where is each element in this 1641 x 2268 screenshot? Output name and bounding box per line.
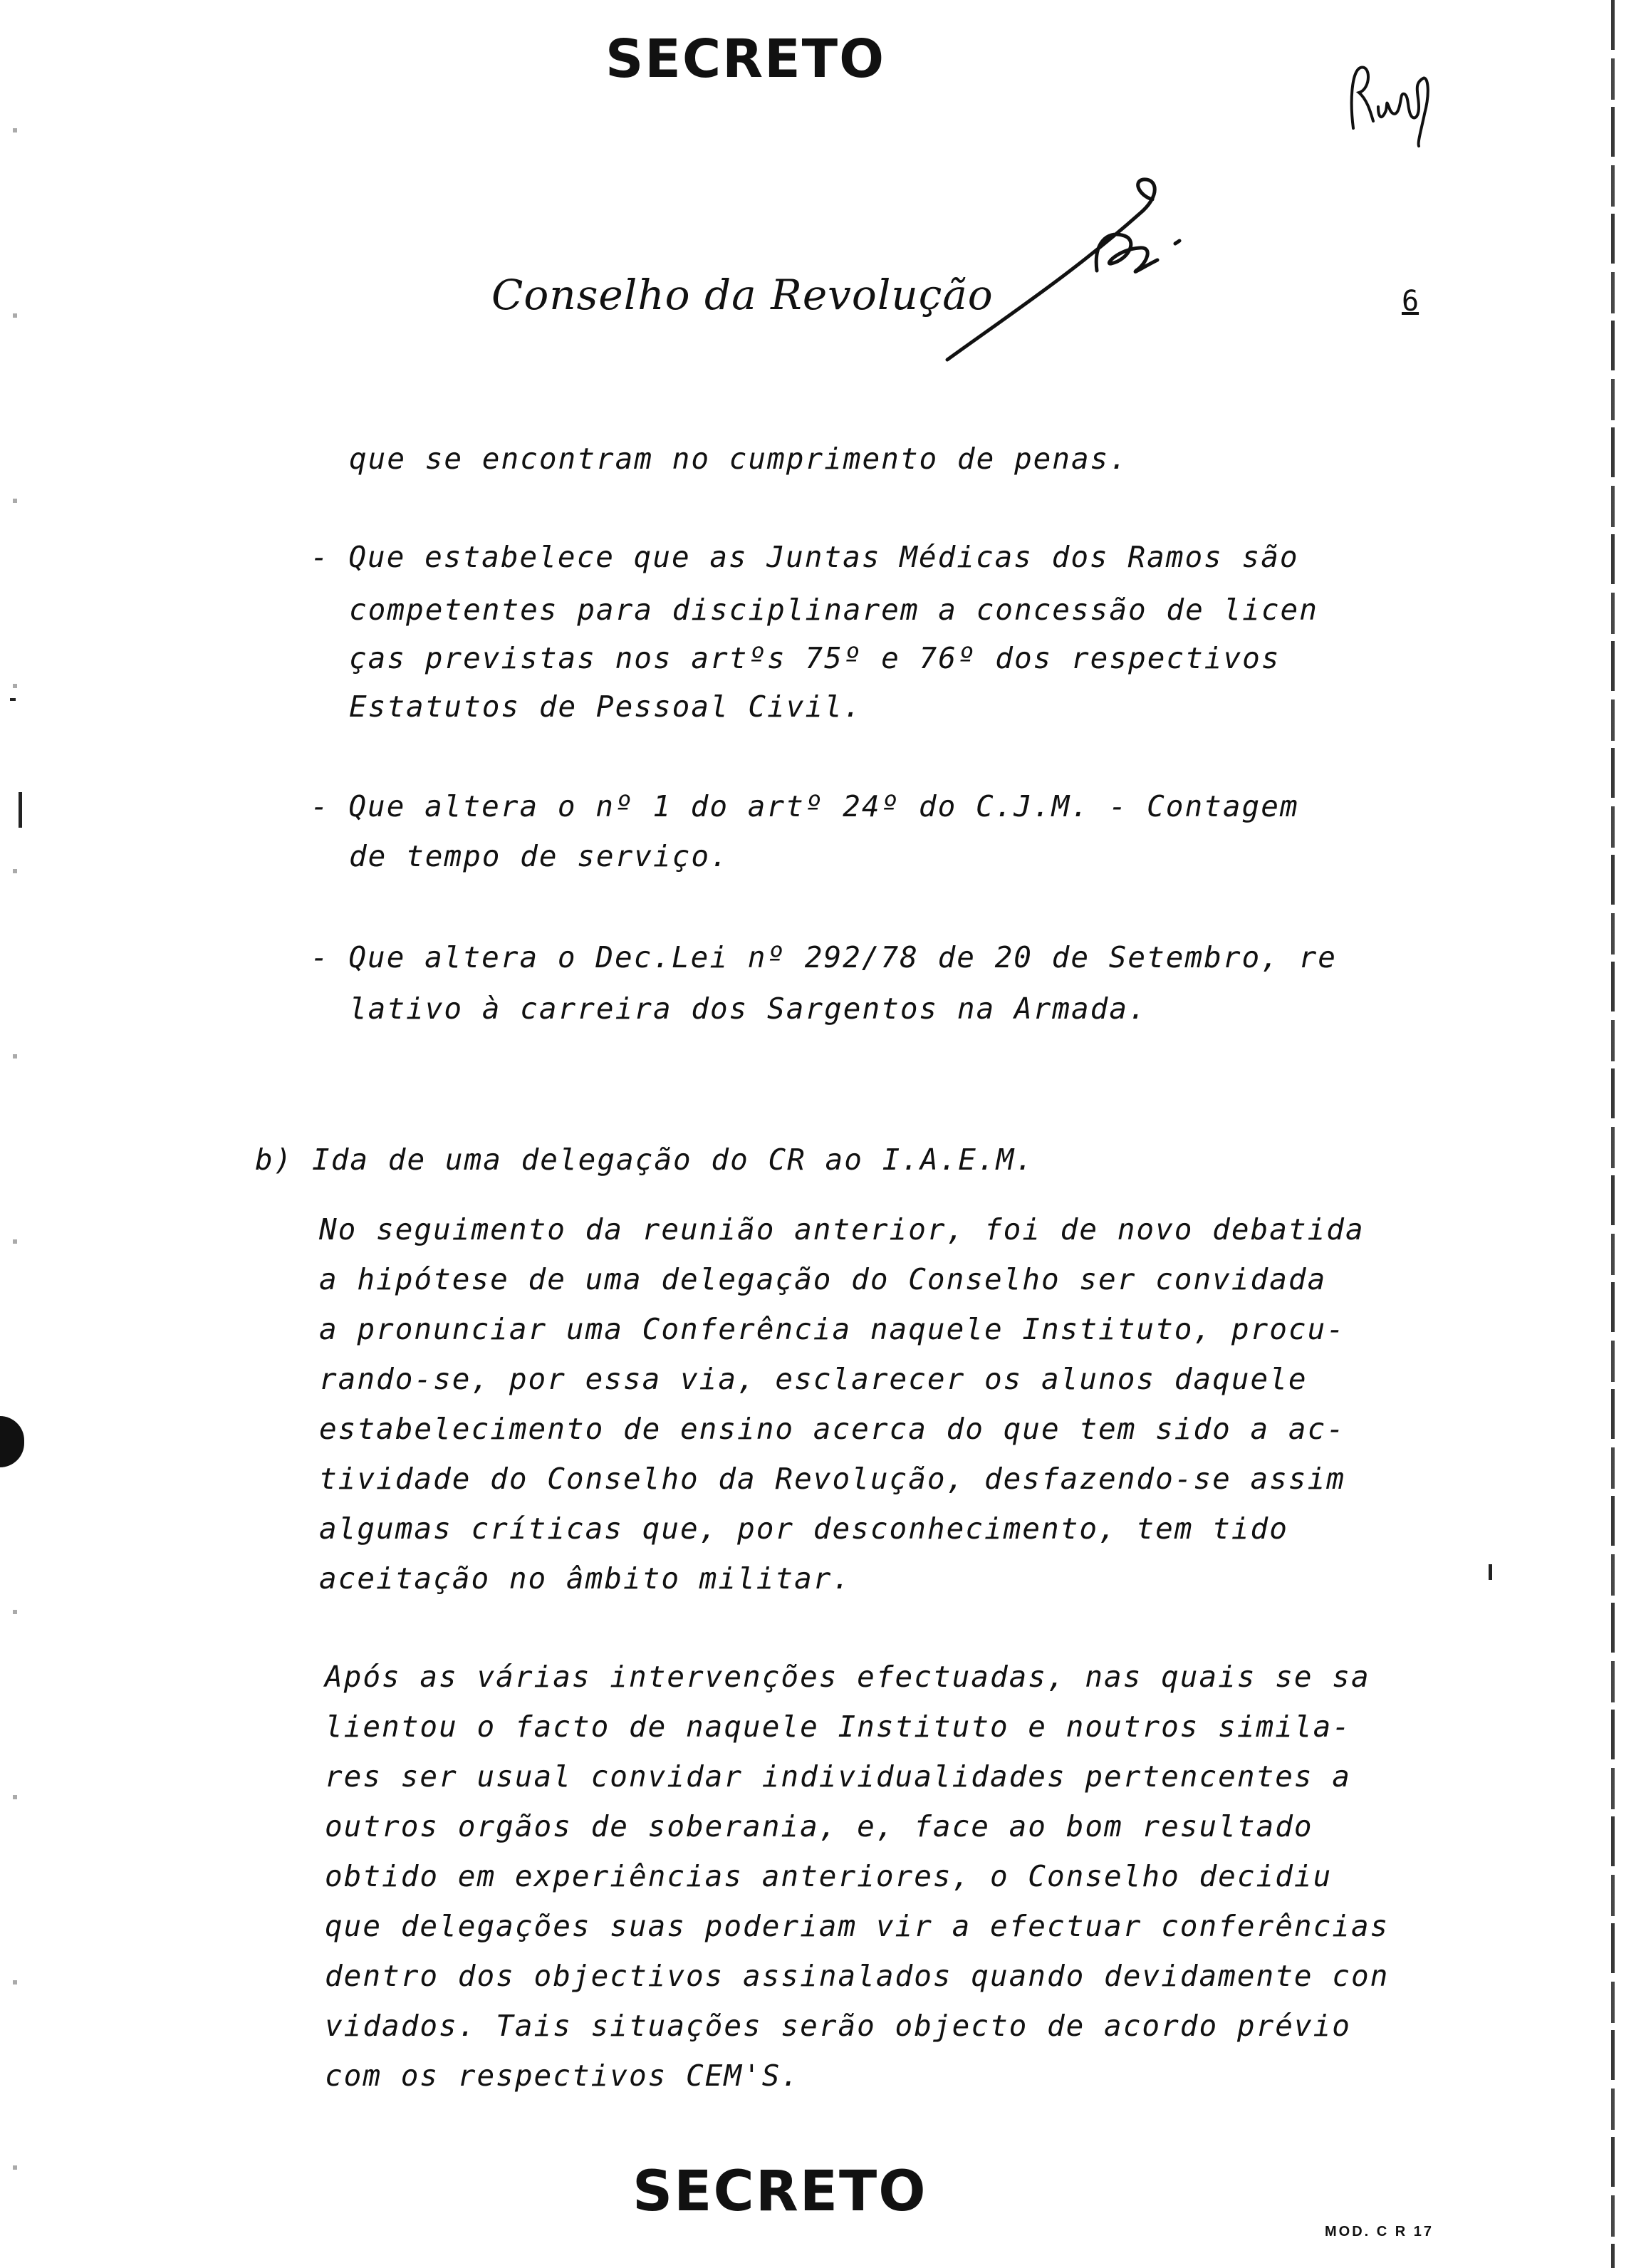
scan-mark [1489, 1564, 1492, 1580]
paragraph-line: outros orgãos de soberania, e, face ao bom resultado [325, 1809, 1313, 1843]
paragraph-line: lientou o facto de naquele Instituto e noutros simila- [325, 1710, 1351, 1744]
bullet-line: - Que altera o Dec.Lei nº 292/78 de 20 de Setembro, re [311, 940, 1337, 974]
punch-hole [0, 1416, 24, 1467]
bullet-line: de tempo de serviço. [349, 839, 729, 873]
scan-mark [10, 698, 16, 701]
classification-stamp-bottom: SECRETO [632, 2160, 927, 2224]
letterhead: Conselho da Revolução [491, 271, 994, 319]
paragraph-line: Após as várias intervenções efectuadas, nas quais se sa [325, 1660, 1370, 1694]
classification-stamp-top: SECRETO [605, 28, 886, 90]
bullet-line: - Que estabelece que as Juntas Médicas dos Ramos são [311, 540, 1299, 574]
paragraph-line: tividade do Conselho da Revolução, desfazendo-se assim [319, 1462, 1345, 1496]
form-code: MOD. C R 17 [1325, 2224, 1434, 2240]
bullet-line: ças previstas nos artºs 75º e 76º dos respectivos [349, 641, 1281, 675]
scan-mark [19, 792, 22, 828]
bullet-line: competentes para disciplinarem a concessão de licen [349, 593, 1318, 627]
paragraph-line: algumas críticas que, por desconhecimento, tem tido [319, 1512, 1288, 1546]
bullet-line: lativo à carreira dos Sargentos na Armada. [349, 992, 1147, 1026]
paragraph-line: aceitação no âmbito militar. [319, 1561, 852, 1596]
scan-edge-right [1611, 0, 1615, 2268]
initials-signature [1339, 50, 1439, 150]
paragraph-line: vidados. Tais situações serão objecto de acordo prévio [325, 2009, 1351, 2043]
paragraph-line: a pronunciar uma Conferência naquele Instituto, procu- [319, 1312, 1345, 1346]
rubric-signature [926, 164, 1225, 378]
paragraph-line: res ser usual convidar individualidades pertencentes a [325, 1759, 1351, 1794]
paragraph-line: que delegações suas poderiam vir a efectuar conferências [325, 1909, 1390, 1943]
paragraph-line: com os respectivos CEM'S. [325, 2059, 801, 2093]
list-continuation: que se encontram no cumprimento de penas. [349, 442, 1129, 476]
bullet-line: - Que altera o nº 1 do artº 24º do C.J.M. - Contagem [311, 789, 1299, 823]
scan-edge-left [13, 0, 17, 2268]
paragraph-line: estabelecimento de ensino acerca do que tem sido a ac- [319, 1412, 1345, 1446]
section-heading: b) Ida de uma delegação do CR ao I.A.E.M. [255, 1143, 1035, 1177]
bullet-line: Estatutos de Pessoal Civil. [349, 690, 863, 724]
paragraph-line: a hipótese de uma delegação do Conselho ser convidada [319, 1262, 1327, 1296]
paragraph-line: obtido em experiências anteriores, o Conselho decidiu [325, 1859, 1333, 1893]
paragraph-line: No seguimento da reunião anterior, foi de novo debatida [319, 1212, 1365, 1247]
paragraph-line: dentro dos objectivos assinalados quando devidamente con [325, 1959, 1390, 1993]
paragraph-line: rando-se, por essa via, esclarecer os alunos daquele [319, 1362, 1308, 1396]
page-number: 6 [1402, 285, 1419, 318]
